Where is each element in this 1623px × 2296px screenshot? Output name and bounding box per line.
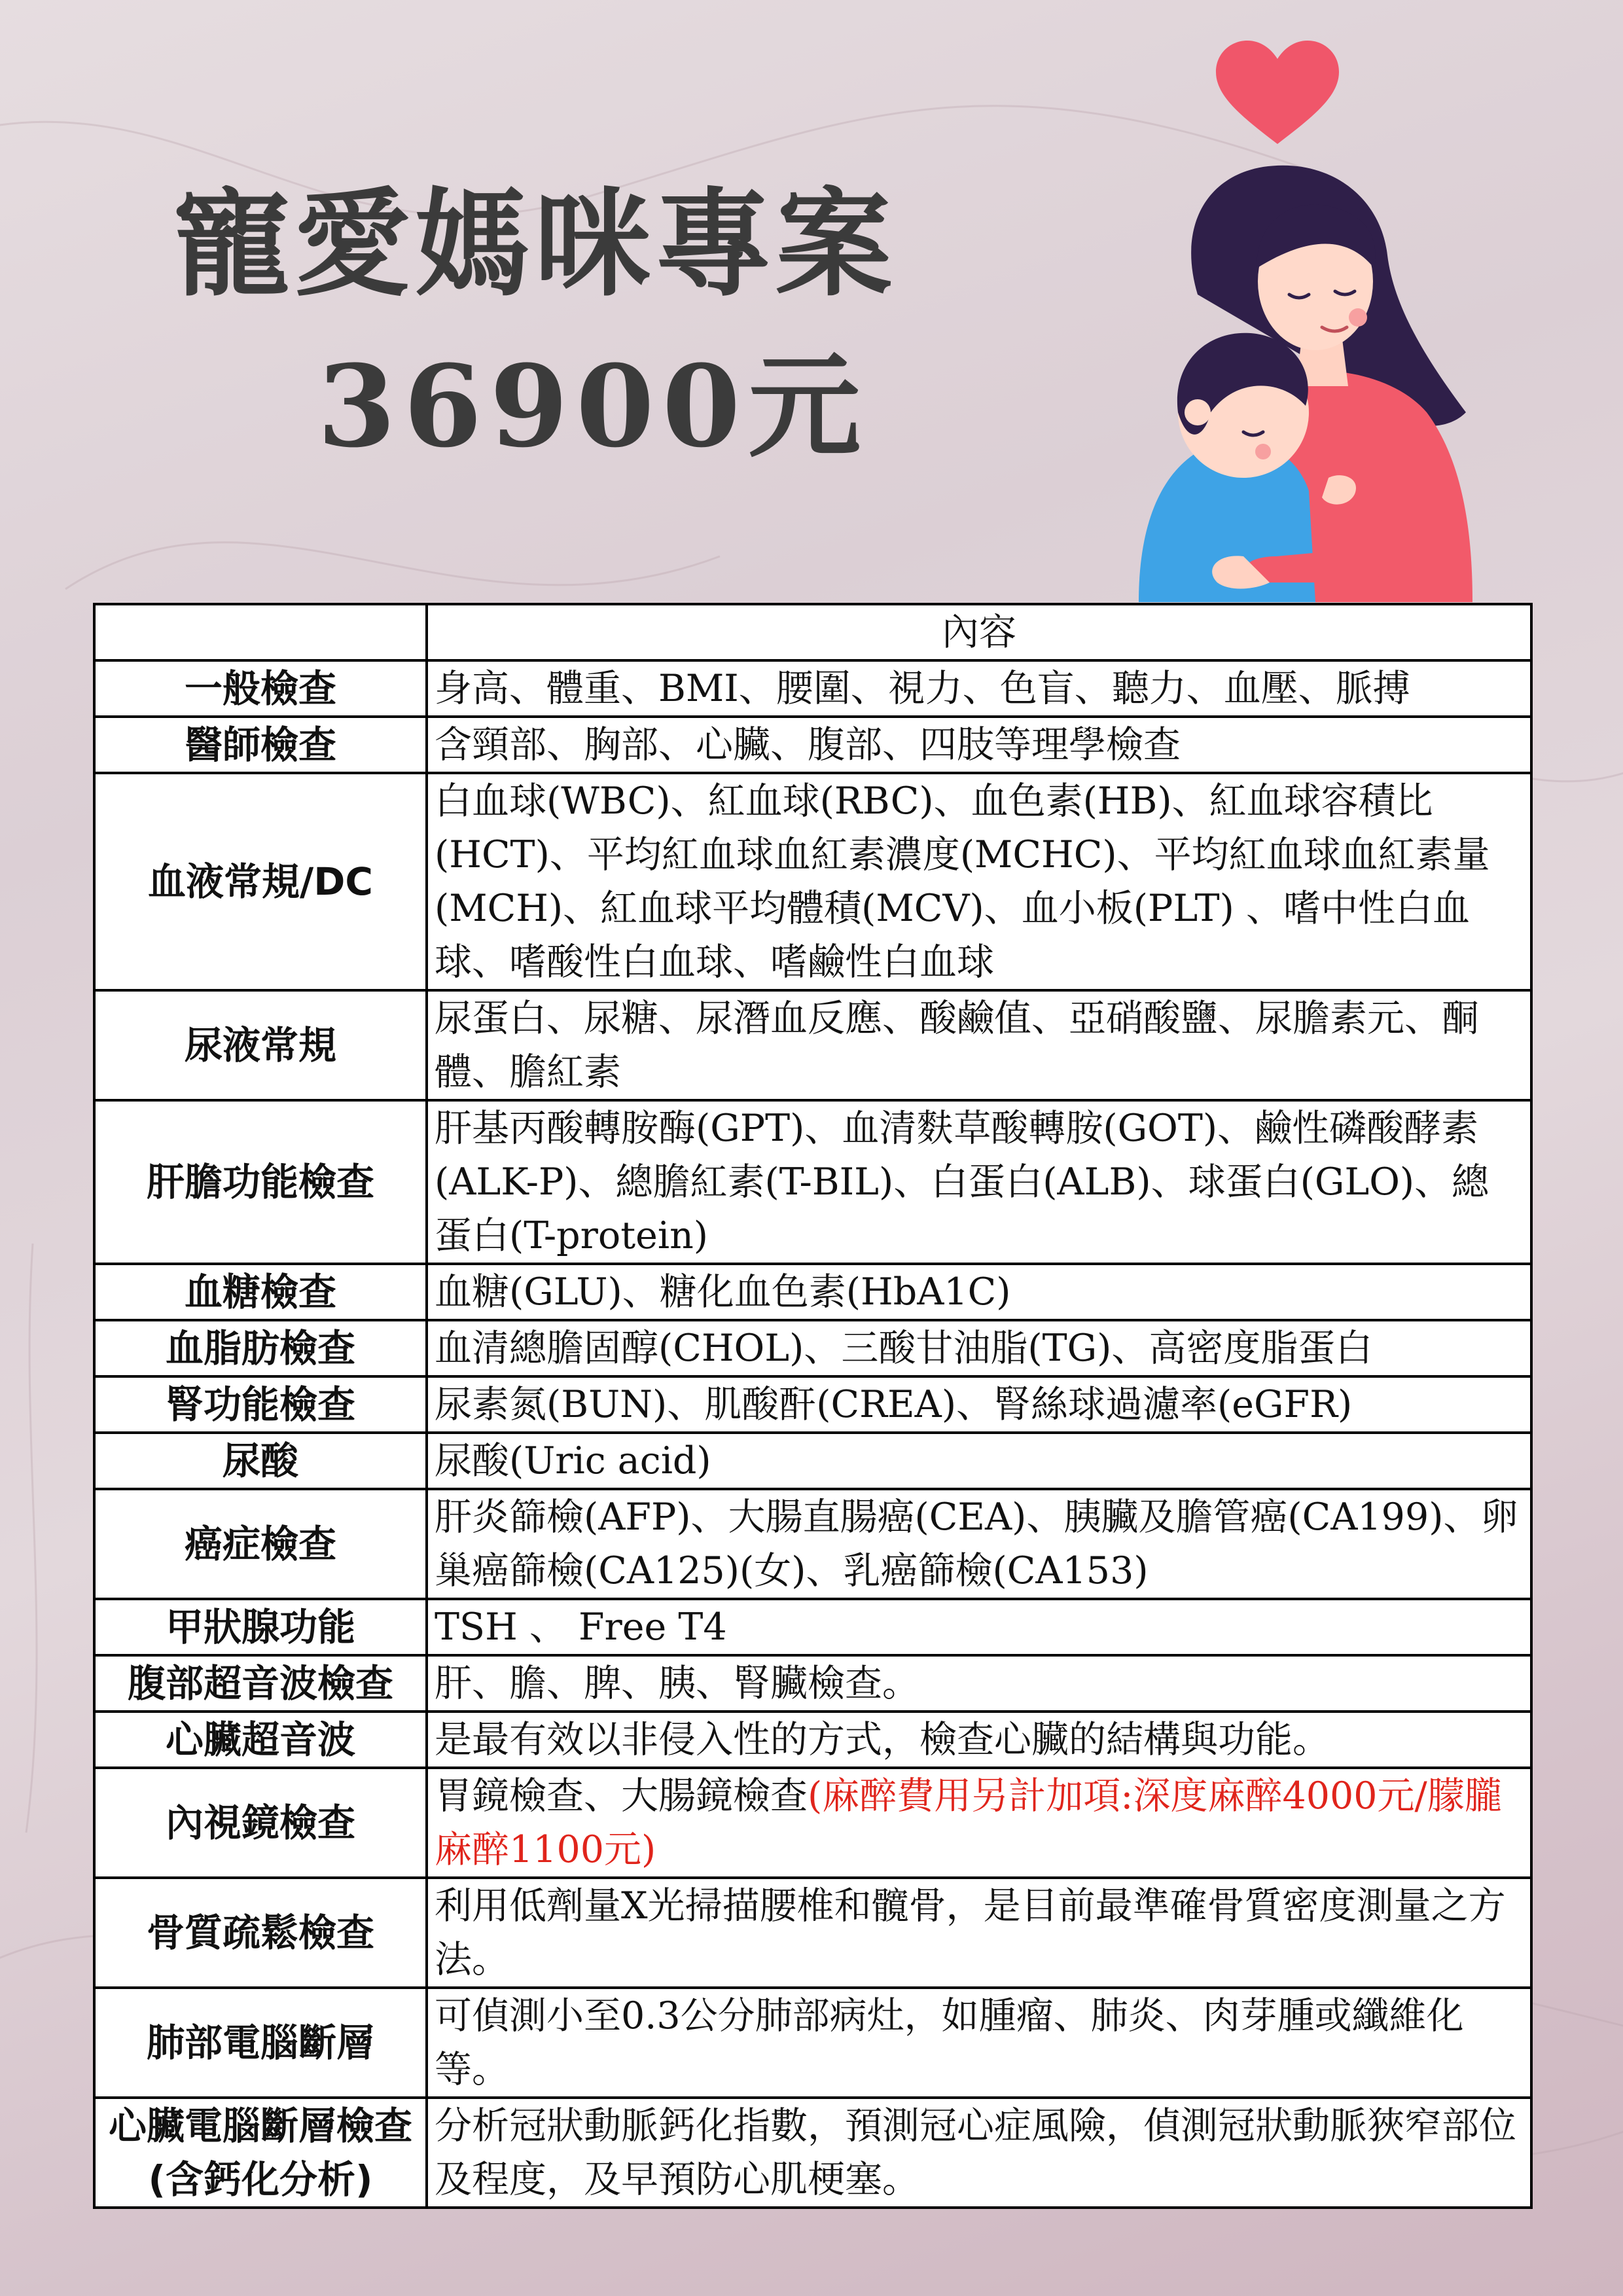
row-content: 利用低劑量X光掃描腰椎和髖骨，是目前最準確骨質密度測量之方法。 bbox=[427, 1878, 1531, 1988]
row-category: 肺部電腦斷層 bbox=[94, 1988, 427, 2098]
row-category: 醫師檢查 bbox=[94, 717, 427, 773]
row-content: 是最有效以非侵入性的方式，檢查心臟的結構與功能。 bbox=[427, 1712, 1531, 1768]
table-row bbox=[94, 1655, 1531, 1712]
row-category: 血糖檢查 bbox=[94, 1264, 427, 1320]
row-category: 甲狀腺功能 bbox=[94, 1599, 427, 1655]
row-category: 尿液常規 bbox=[94, 990, 427, 1100]
table-row bbox=[94, 773, 1531, 990]
row-category: 血脂肪檢查 bbox=[94, 1320, 427, 1376]
table-row bbox=[94, 1988, 1531, 2098]
row-content: 血清總膽固醇(CHOL)、三酸甘油脂(TG)、高密度脂蛋白 bbox=[427, 1320, 1531, 1376]
table-row bbox=[94, 1264, 1531, 1320]
row-content: 肝基丙酸轉胺酶(GPT)、血清麩草酸轉胺(GOT)、鹼性磷酸酵素(ALK-P)、總膽紅素(T-BIL)、白蛋白(ALB)、球蛋白(GLO)、總蛋白(T-protein) bbox=[427, 1100, 1531, 1264]
row-content: 尿蛋白、尿糖、尿潛血反應、酸鹼值、亞硝酸鹽、尿膽素元、酮體、膽紅素 bbox=[427, 990, 1531, 1100]
table-row bbox=[94, 1878, 1531, 1988]
row-content: 尿酸(Uric acid) bbox=[427, 1433, 1531, 1489]
table-row bbox=[94, 1712, 1531, 1768]
header-category-cell bbox=[94, 604, 427, 660]
row-category: 腎功能檢查 bbox=[94, 1376, 427, 1433]
table-row bbox=[94, 1320, 1531, 1376]
row-content: 血糖(GLU)、糖化血色素(HbA1C) bbox=[427, 1264, 1531, 1320]
row-content-text: 胃鏡檢查、大腸鏡檢查 bbox=[435, 1774, 808, 1818]
table-header-row bbox=[94, 604, 1531, 660]
row-content: 肝、膽、脾、胰、腎臟檢查。 bbox=[427, 1655, 1531, 1712]
row-content: 含頸部、胸部、心臟、腹部、四肢等理學檢查 bbox=[427, 717, 1531, 773]
row-category: 心臟超音波 bbox=[94, 1712, 427, 1768]
table-row bbox=[94, 990, 1531, 1100]
row-content: 尿素氮(BUN)、肌酸酐(CREA)、腎絲球過濾率(eGFR) bbox=[427, 1376, 1531, 1433]
row-content: 白血球(WBC)、紅血球(RBC)、血色素(HB)、紅血球容積比(HCT)、平均紅血球血紅素濃度(MCHC)、平均紅血球血紅素量(MCH)、紅血球平均體積(MCV)、血小板(PLT) 、嗜中性白血球、嗜酸性白血球、嗜鹼性白血球 bbox=[427, 773, 1531, 990]
table-row bbox=[94, 1100, 1531, 1264]
row-category: 肝膽功能檢查 bbox=[94, 1100, 427, 1264]
anesthesia-fee-note: (麻醉費用另計加項:深度麻醉4000元/朦朧麻醉1100元) bbox=[435, 1774, 1502, 1871]
table-row bbox=[94, 1599, 1531, 1655]
row-category: 尿酸 bbox=[94, 1433, 427, 1489]
table-row bbox=[94, 1376, 1531, 1433]
exam-items-table bbox=[93, 603, 1533, 2209]
row-category: 骨質疏鬆檢查 bbox=[94, 1878, 427, 1988]
mother-hugging-child-illustration bbox=[1047, 20, 1518, 609]
package-price: 36900元 bbox=[317, 340, 869, 473]
table-row bbox=[94, 717, 1531, 773]
table-row bbox=[94, 1768, 1531, 1878]
row-content: 肝炎篩檢(AFP)、大腸直腸癌(CEA)、胰臟及膽管癌(CA199)、卵巢癌篩檢(CA125)(女)、乳癌篩檢(CA153) bbox=[427, 1489, 1531, 1599]
row-category: 內視鏡檢查 bbox=[94, 1768, 427, 1878]
table-row bbox=[94, 1489, 1531, 1599]
heart-icon bbox=[1216, 41, 1339, 144]
header-content-cell: 內容 bbox=[427, 604, 1531, 660]
row-category: 一般檢查 bbox=[94, 660, 427, 717]
row-content: 分析冠狀動脈鈣化指數，預測冠心症風險，偵測冠狀動脈狹窄部位及程度，及早預防心肌梗塞。 bbox=[427, 2098, 1531, 2208]
table-row bbox=[94, 1433, 1531, 1489]
row-content bbox=[427, 1768, 1531, 1878]
row-content: 可偵測小至0.3公分肺部病灶，如腫瘤、肺炎、肉芽腫或纖維化等。 bbox=[427, 1988, 1531, 2098]
row-content: TSH 、 Free T4 bbox=[427, 1599, 1531, 1655]
row-category: 腹部超音波檢查 bbox=[94, 1655, 427, 1712]
table-row bbox=[94, 2098, 1531, 2208]
table-row bbox=[94, 660, 1531, 717]
row-category: 癌症檢查 bbox=[94, 1489, 427, 1599]
row-category: 心臟電腦斷層檢查(含鈣化分析) bbox=[94, 2098, 427, 2208]
page-title: 寵愛媽咪專案 bbox=[173, 177, 896, 312]
row-category: 血液常規/DC bbox=[94, 773, 427, 990]
row-content: 身高、體重、BMI、腰圍、視力、色盲、聽力、血壓、脈搏 bbox=[427, 660, 1531, 717]
